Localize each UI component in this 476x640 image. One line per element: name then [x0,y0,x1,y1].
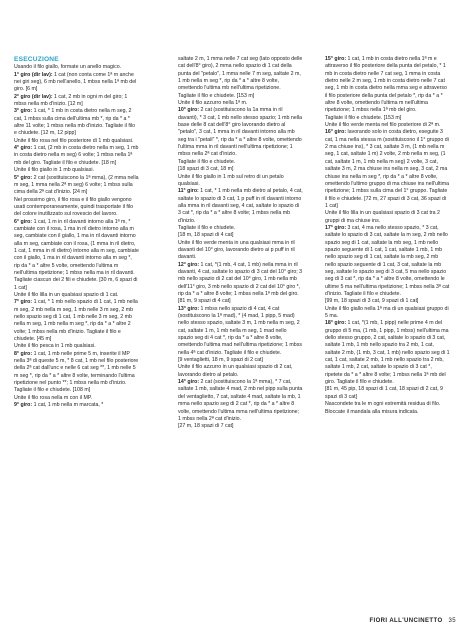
section-title: ESECUZIONE [14,56,59,63]
instruction-text: saltate 2 m, 1 mma nelle 7 cat seg (lato opposto delle cat dell'8° giro), 2 mma nello spazio di 1 cat della punta del "petalo", 1 mma nelle 7 m seg, saltate 2 m, 1 mb nella m seg *, rip da * a * altre 8 volte, omettendo l'ultima mb nell'ultima ripetizione. [178,56,303,92]
round-label: 10° giro: [178,107,200,114]
instruction-paragraph [178,357,303,364]
column-1 [14,56,139,410]
round-label: 17° giro: [325,224,347,231]
magazine-name: FIORI ALL'UNCINETTO [369,618,443,624]
instruction-text: 1 cat, 1 mb in costa dietro nella 1ª m e attraverso il filo posteriore della punta del petalo, * 1 mb in costa dietro nelle 7 cat seg, 1 mma in costa dietro nelle 2 m seg, 1 mb in costa dietro nelle 7 cat seg, 1 mb in costa dietro nella mma seg e attraverso il filo posteriore della punta del petalo *, rip da * a * altre 8 volte, omettendo l'ultima m nell'ultima ripetizione; 1 mbss nella 1ª mb del giro. [325,56,447,114]
instruction-text: 1 cat, * 1 mb nello spazio di 1 cat, 1 mb nella m seg, 2 mb nella m seg, 1 mb nelle 3 m seg, 2 mb nello spazio seg di 1 cat, 1 mb nelle 3 m seg, 2 mb nella m seg, 1 mb nella m seg *, rip da * a * altre 2 volte; 1 mbss nella mb d'inizio. Tagliate il filo e chiudete. [45 m] [14,299,138,343]
instruction-paragraph [325,115,450,122]
instruction-text: Tagliate il filo e chiudete. [153 m] [178,92,255,99]
instruction-text: 1 cat, 1 m in ril davanti intorno alla 1ª m, * cambiate con il rosa, 1 ma in ril dietro intorno alla m seg, cambiate con il giallo, 1 ma in ril davanti intorno alla m seg, cambiate con il rosa, (1 mma in ril dietro, 1 cat, 1 mma in ril dietro) intorno alla m seg, cambiate con il giallo, 1 ma in ril davanti intorno alla m seg *, rip da * a * altre 5 volte, omettendo l'ultima m nell'ultima ripetizione; 1 mbss nella ma in ril davanti. Tagliate ciascun dei 2 fili e chiudete. [30 m, 6 spazi di 1 cat] [14,218,139,291]
instruction-text: Unite il filo lilla in un qualsiasi spazio di 1 cat. [14,292,119,298]
instruction-paragraph [325,386,450,401]
round-label: 2° giro (dir lav): [14,93,53,100]
round-label: 5° giro: [14,174,33,181]
round-label: 8° giro: [14,350,33,357]
instruction-text: Unite il filo verde menta nel filo posteriore di 2ª m. [325,122,441,129]
instruction-paragraph [178,232,303,239]
instruction-text: lavorando solo in costa dietro, eseguite 3 cat, 1 ma nella stessa m (sostituiscono il 1° gruppo di 2 ma chiuse ins), * 3 cat, saltate 3 m, (1 mb nella m seg, 1 cat, saltate 1 m) 2 volte, 2 mb nella m seg, (1 cat, saltate 1 m, 1 mb nella m seg) 2 volte, 3 cat, saltate 3 m, 2 ma chiuse ins nella m seg, 3 cat, 2 ma chiuse ins nella m seg *, rip da * a * altre 8 volte, omettendo l'ultimo gruppo di ma chiuse ins nell'ultima ripetizione; 1 mbss sulla cima del 1° gruppo. Tagliate il filo e chiudete. [72 m, 27 spazi di 3 cat, 36 spazi di 1 cat] [325,129,449,209]
instruction-text: 1 cat (non conta come 1ª m anche nei giri seg), 6 mb nell'anello, 1 mbss nella 1ª mb del giro. [6 m] [14,71,137,93]
instruction-paragraph [178,240,303,262]
instruction-paragraph [178,306,303,357]
instruction-paragraph [325,298,450,305]
instruction-text: Unite il filo giallo nella 1ª ma di un qualsiasi gruppo di 5 ma. [325,305,449,320]
instruction-paragraph [325,401,450,408]
instruction-paragraph [14,387,139,394]
instruction-text: 1 cat, *(1 mb, 4 cat, 1 mb) nella mma in ril davanti, 4 cat, saltate lo spazio di 3 cat del 10° giro; 3 mb nello spazio di 2 cat del 10° giro, 1 mb nella mb dell'11° giro, 3 mb nello spazio di 2 cat del 10° giro *, rip da * a * altre 8 volte; 1 mbss nella 1ª mb del giro. [178,261,303,297]
instruction-text: Unite il filo lilla in un qualsiasi spazio di 3 cat tra 2 gruppi di ma chiuse ins. [325,210,440,224]
round-label: 9° giro: [14,402,33,409]
instruction-text: [99 m, 18 spazi di 3 cat, 9 spazi di 1 cat] [325,298,419,305]
instruction-paragraph [178,225,303,232]
instruction-paragraph [325,129,450,210]
instruction-paragraph [178,188,303,225]
instruction-text: Usando il filo giallo, formate un anello magico. [14,64,122,71]
instruction-paragraph [178,107,303,158]
round-label: 4° giro: [14,145,33,152]
instruction-paragraph [325,306,450,321]
instruction-paragraph [178,100,303,107]
instruction-paragraph [14,167,139,174]
instruction-text: 1 cat, 1 mb nelle prime 5 m, inserite il MP nella 3ª di queste 5 m, * 8 cat, 1 mb nel filo posteriore della 2ª cat dall'unc e nelle 6 cat seg **, 1 mb nelle 5 m seg *, rip da * a * altre 8 volte, terminando l'ultima ripetizione nel punto **; 1 mbss nella mb d'inizio. [14,350,139,387]
instruction-paragraph [14,94,139,109]
instruction-paragraph [178,159,303,166]
instruction-paragraph [14,197,139,219]
instruction-text: Bloccate il mandala alla misura indicata. [325,408,419,415]
instruction-paragraph [178,174,303,189]
instruction-text: Unite il filo azzurro nella 1ª m. [178,100,248,107]
instruction-paragraph [325,56,450,115]
instruction-paragraph [178,298,303,305]
instruction-paragraph [178,423,303,430]
instruction-paragraph [14,351,139,388]
round-label: 1° giro (dir lav): [14,71,53,78]
round-label: 3° giro: [14,108,33,115]
instruction-text: [18 m, 18 spazi di 4 cat] [178,232,234,239]
instruction-text: [27 m, 18 spazi di 7 cat] [178,423,234,430]
page-number: 35 [448,618,456,624]
instruction-text: 1 cat, 2 mb in ogni m del giro; 1 mbss nella mb d'inizio. [12 m] [14,93,128,108]
instruction-paragraph [14,138,139,145]
instruction-text: [18 spazi di 3 cat, 18 m] [178,166,234,173]
round-label: 14° giro: [178,379,200,386]
instruction-text: 2 cat (sostituiscono la 1a mma in ril davanti), * 3 cat, 1 mb nello stesso spazio; 1 mb nella base delle 8 cat dell'8° giro lavorando dietro al "petalo", 3 cat, 1 mma in ril davanti intorno alla mb seg tra i "petali" *, rip da * a * altre 8 volte, omettendo l'ultima mma in ril davanti nell'ultima ripetizione; 1 mbss nella 2ª cat d'inizio. [178,107,303,158]
instruction-paragraph [178,166,303,173]
instruction-text: 1 cat, *(1 mb, 1 pipp) nelle prime 4 m del gruppo di 5 ma, (1 mb, 1 pipp, 1 mbss) nell'ultima ma dello stesso gruppo, 2 cat, saltate lo spazio di 3 cat, saltate 1 mb, 1 mb nello spazio tra 2 mb, 1 cat, saltate 2 mb, (1 mb, 3 cat, 1 mb) nello spazio seg di 1 cat, 1 cat, saltate 2 mb, 1 mb nello spazio tra 2 mb, saltate 1 mb, 2 cat, saltate lo spazio di 3 cat *, ripetete da * a * altre 8 volte; 1 mbss nella 1ª mb del giro. Tagliate il filo e chiudete. [325,320,450,386]
round-label: 12° giro: [178,261,200,268]
instruction-text: [81 m, 45 pip, 18 spazi di 1 cat, 18 spazi di 2 cat, 9 spazi di 3 cat] [325,386,443,400]
instruction-text: Unite il filo rosa nella m con il MP. [14,394,93,401]
instruction-text: Unite il filo giallo in 1 mb qualsiasi. [14,167,94,174]
column-2 [178,56,303,431]
instruction-text: Tagliate il filo e chiudete. [178,158,236,165]
instruction-text: 1 cat, * 1 mb in costa dietro nella m seg, 2 cat, 1 mbss sulla cima dell'ultima mb *, rip da * a * altre 11 volte; 1 mbss nella mb d'inizio. Tagliate il filo e chiudete. [12 m, 12 pipp] [14,108,136,137]
instruction-paragraph [178,379,303,423]
instruction-text: Unite il filo pesca in 1 mb qualsiasi. [14,343,96,350]
instruction-paragraph [325,320,450,386]
instruction-text: Unite il filo verde menta in una qualsiasi mma in ril davanti del 10° giro, lavorando dietro ai p puff in ril davanti. [178,239,295,261]
instruction-text: [9 ventaglietti, 18 m, 9 spazi di 2 cat] [178,357,263,364]
instruction-paragraph [178,364,303,379]
instruction-paragraph [325,122,450,129]
round-label: 15° giro: [325,56,347,62]
instruction-text: Tagliate il filo e chiudete. [178,224,236,231]
instruction-paragraph [325,409,450,416]
instruction-text: 1 mbss nello spazio di 4 cat, 4 cat (sostituiscono la 1ª mad), * (4 mad, 1 pipp, 5 mad) nello stesso spazio, saltate 3 m, 1 mb nella m seg, 2 cat, saltate 1 m, 1 mb nella m seg, 1 mad nello spazio seg di 4 cat *, rip da * a * altre 8 volte, omettendo l'ultima mad nell'ultima ripetizione; 1 mbss nella 4ª cat d'inizio. Tagliate il filo e chiudete. [178,305,302,356]
instruction-text: 3 cat, 4 ma nello stesso spazio, * 3 cat, saltate lo spazio di 3 cat, saltate la m seg, 2 mb nello spazio seg di 1 cat, saltate la mb seg, 1 mb nello spazio seguente di 1 cat, 1 cat, saltate 1 mb, 1 mb nello spazio seg di 1 cat, saltate la mb seg, 2 mb nello spazio seguente di 1 cat, 3 cat, saltate la mb seg, saltate lo spazio seg di 3 cat, 5 ma nello spazio seg di 3 cat *, rip da * a * altre 8 volte, omettendo le ultime 5 ma nell'ultima ripetizione; 1 mbss nella 3ª cat d'inizio. Tagliate il filo e chiudete. [325,224,450,297]
instruction-paragraph [14,219,139,292]
instruction-text: 2 cat (sostituiscono la 1ª mma), * 7 cat, saltate 1 mb, saltate 4 mad, 2 mb nel pipp sulla punta del ventaglietto, 7 cat, saltate 4 mad, saltate la mb, 1 mma nello spazio seg di 2 cat *, rip da * a * altre 8 volte, omettendo l'ultima mma nell'ultima ripetizione; 1 mbss nella 2ª cat d'inizio. [178,379,303,422]
round-label: 13° giro: [178,305,200,312]
instruction-paragraph [14,402,139,409]
instruction-text: 1 cat, * 1 mb nella mb dietro al petalo, 4 cat, saltate lo spazio di 3 cat, 1 p puff in ril davanti intorno alla mma in ril davanti seg, 4 cat, saltate lo spazio di 3 cat *, rip da * a * altre 8 volte; 1 mbss nella mb d'inizio. [178,188,303,224]
instruction-text: Tagliate il filo e chiudete. [153 m] [325,114,402,121]
instruction-paragraph [178,93,303,100]
instruction-text: Tagliate il filo e chiudete. [108 m] [14,387,91,394]
round-label: 16° giro: [325,129,347,136]
instruction-text: 2 cat (sostituiscono la 1ª mma), (2 mma nella m seg, 1 mma nella 2ª m seg) 6 volte; 1 mbss sulla cima della 2ª cat d'inizio. [24 m] [14,174,139,196]
instruction-paragraph [325,210,450,225]
instruction-paragraph [325,225,450,298]
instruction-paragraph [14,72,139,94]
instruction-paragraph [178,56,303,93]
round-label: 11° giro: [178,188,199,195]
instruction-text: Nascondete tra le m ogni estremità residua di filo. [325,401,441,408]
instruction-paragraph [14,175,139,197]
instruction-text: [81 m, 9 spazi di 4 cat] [178,298,231,305]
round-label: 6° giro: [14,218,33,225]
instruction-paragraph [178,262,303,299]
page-footer [369,618,456,624]
instruction-text: Unite il filo giallo in 1 mb sul retro di un petalo qualsiasi. [178,173,284,187]
round-label: 18° giro: [325,320,347,327]
instruction-paragraph [14,299,139,343]
instruction-paragraph [14,64,139,71]
instruction-text: Nel prossimo giro, il filo rosa e il filo giallo vengono usati contemporaneamente, quindi trasportate il filo del colore inutilizzato sul rovescio del lavoro. [14,196,134,218]
instruction-text: 1 cat, 1 mb nella m marcata, * [32,402,104,409]
round-label: 7° giro: [14,299,33,306]
instruction-paragraph [14,108,139,137]
instruction-paragraph [14,343,139,350]
instruction-paragraph [14,145,139,167]
instruction-paragraph [14,292,139,299]
instruction-text: 1 cat, (2 mb in costa dietro nella m seg, 1 mb in costa dietro nella m seg) 6 volte; 1 mbss nella 1ª mb del giro. Tagliate il filo e chiudete. [18 m] [14,145,139,166]
instruction-text: Unite il filo azzurro in un qualsiasi spazio di 2 cat, lavorando dietro al petalo. [178,364,293,378]
column-3 [325,56,450,416]
instruction-paragraph [14,395,139,402]
instruction-text: Unite il filo rosa nel filo posteriore di 1 mb qualsiasi. [14,137,134,144]
